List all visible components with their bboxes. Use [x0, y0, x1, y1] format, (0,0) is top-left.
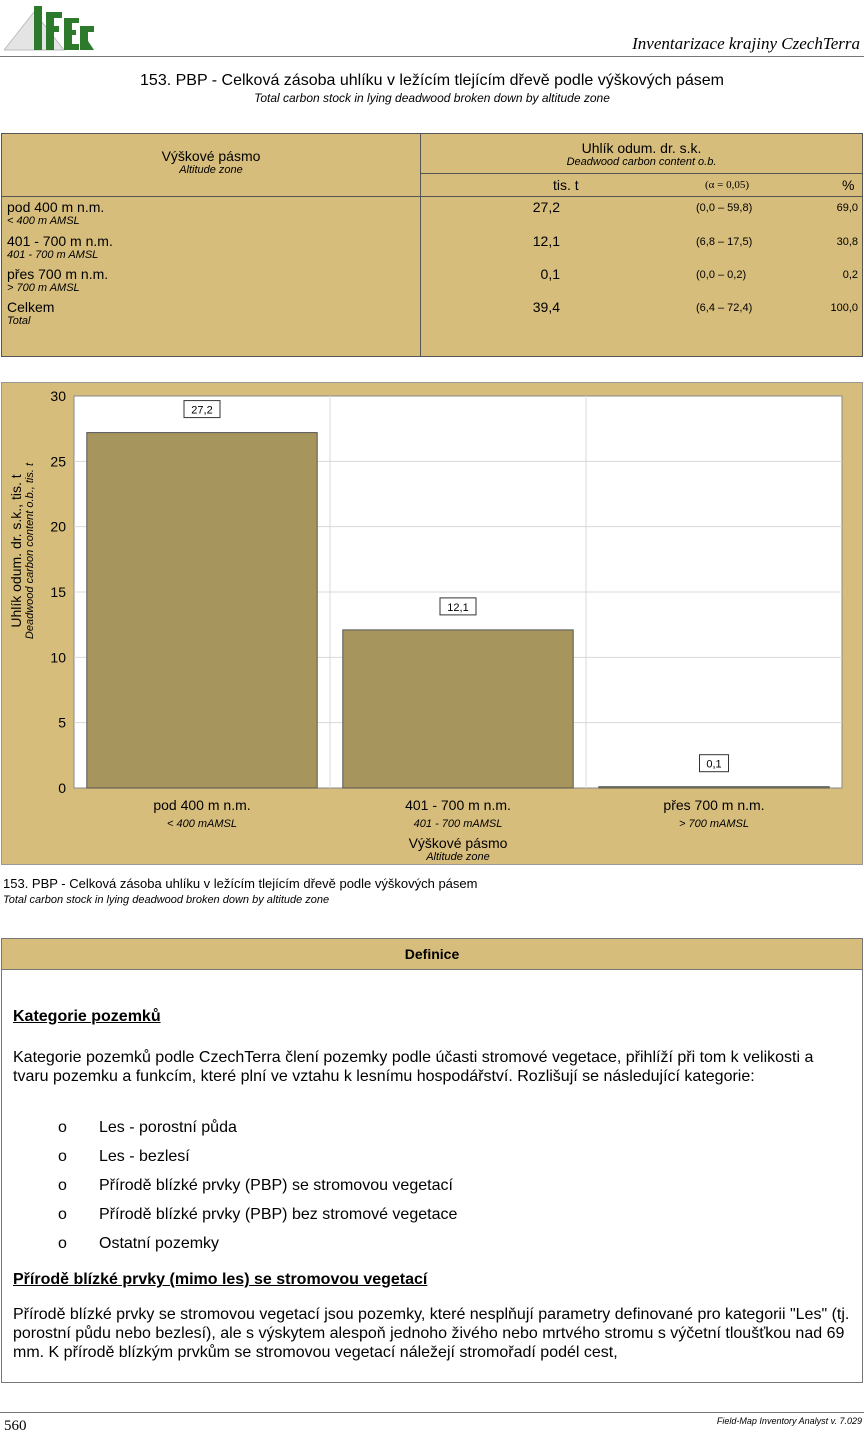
chart-svg: [2, 383, 862, 864]
bullet-marker: o: [58, 1177, 67, 1194]
header-divider: [0, 56, 864, 57]
bar: [599, 787, 829, 788]
data-label: 0,1: [706, 758, 722, 771]
y-axis-subtitle: Deadwood carbon content o.b., tis. t: [24, 462, 36, 640]
list-item-text: Přírodě blízké prvky (PBP) se stromovou vegetací: [99, 1177, 453, 1194]
bar: [87, 433, 317, 788]
definitions-header: [2, 939, 862, 970]
alpha-label: (α = 0,05): [705, 179, 750, 191]
row-sub: < 400 m AMSL: [7, 215, 80, 227]
row-value: 12,1: [532, 233, 560, 249]
table-row-total: [7, 299, 54, 327]
x-tick-label: 401 - 700 m n.m.: [405, 797, 511, 813]
doc-title: Inventarizace krajiny CzechTerra: [632, 34, 860, 53]
bullet-marker: o: [58, 1119, 67, 1136]
page-number: 560: [4, 1418, 27, 1434]
header-rule: [2, 196, 420, 197]
software-label: Field-Map Inventory Analyst v. 7.029: [716, 1416, 862, 1426]
col-altitude-label: Výškové pásmo: [161, 148, 261, 164]
bar-chart: [1, 382, 863, 865]
y-axis-title: Uhlík odum. dr. s.k., tis. t: [8, 474, 24, 628]
col-carbon-sub: Deadwood carbon content o.b.: [566, 156, 717, 168]
header-rule-right: [421, 196, 862, 197]
data-table: [1, 133, 863, 357]
row-label: 401 - 700 m n.m.: [7, 233, 113, 249]
bullet-marker: o: [58, 1148, 67, 1165]
x-tick-sublabel: < 400 mAMSL: [166, 818, 238, 830]
section-text: Kategorie pozemků podle CzechTerra člení pozemky podle účasti stromové vegetace, přihlíží při tom k velikosti a tvaru pozemku a funkcím, které plní ve vztahu k lesnímu hospodářství. Rozlišují se následující kategorie:: [13, 1049, 814, 1085]
row-value: 27,2: [532, 199, 560, 215]
x-axis-title: Výškové pásmo: [408, 835, 508, 851]
definitions-box: [1, 938, 863, 1383]
row-label: Celkem: [7, 299, 55, 315]
section-text: Přírodě blízké prvky se stromovou vegetací jsou pozemky, které nesplňují parametry definované pro kategorii "Les" (tj. porostní půdu nebo bezlesí), ale s výskytem alespoň jednoho živého nebo mrtvého stromu s výčetní tloušťkou nad 69 mm. K přírodě blízkým prvkům se stromovou vegetací náležejí stromořadí podél cest,: [13, 1306, 850, 1361]
ifer-logo-icon: [4, 2, 96, 52]
chart-caption-sub: Total carbon stock in lying deadwood broken down by altitude zone: [3, 894, 330, 906]
bar: [343, 630, 573, 788]
table-title: [0, 72, 864, 105]
bullet-marker: o: [58, 1206, 67, 1223]
table-row: [7, 199, 104, 227]
col-carbon-label: Uhlík odum. dr. s.k.: [581, 140, 702, 156]
row-pct: 30,8: [836, 236, 858, 248]
table-row: [7, 233, 113, 261]
table-title-sub: Total carbon stock in lying deadwood broken down by altitude zone: [254, 91, 610, 105]
list-item-text: Les - porostní půda: [99, 1119, 237, 1136]
row-ci: (6,8 – 17,5): [696, 236, 753, 248]
section-title: Kategorie pozemků: [13, 1008, 161, 1025]
footer-divider: [0, 1412, 864, 1413]
y-axis-label: [8, 421, 36, 681]
logo: [4, 2, 96, 52]
col-altitude-header: [2, 148, 420, 176]
list-item-text: Ostatní pozemky: [99, 1235, 220, 1252]
col-altitude-sub: Altitude zone: [179, 164, 243, 176]
table-row: [7, 266, 108, 294]
row-label: pod 400 m n.m.: [7, 199, 105, 215]
y-tick-label: 15: [50, 584, 66, 600]
section-title: Přírodě blízké prvky (mimo les) se stromovou vegetací: [13, 1271, 428, 1288]
row-pct: 0,2: [842, 269, 858, 281]
row-ci: (0,0 – 59,8): [696, 202, 753, 214]
row-pct: 100,0: [830, 302, 858, 314]
row-label: přes 700 m n.m.: [7, 266, 109, 282]
y-tick-label: 20: [50, 518, 66, 535]
list-item-text: Les - bezlesí: [99, 1148, 190, 1165]
row-sub: Total: [7, 315, 31, 327]
row-sub: > 700 m AMSL: [7, 282, 80, 294]
definitions-header-label: Definice: [404, 946, 460, 962]
pct-label: %: [842, 177, 855, 193]
y-tick-label: 25: [50, 453, 66, 470]
y-tick-label: 0: [58, 780, 66, 796]
x-axis-subtitle: Altitude zone: [426, 851, 490, 863]
x-tick-label: přes 700 m n.m.: [663, 797, 765, 813]
row-pct: 69,0: [836, 202, 858, 214]
y-tick-label: 30: [50, 388, 66, 404]
col-carbon-header: [421, 140, 862, 168]
x-axis-label: [74, 835, 842, 863]
data-label: 12,1: [447, 601, 469, 614]
x-tick-label: pod 400 m n.m.: [153, 797, 251, 813]
x-tick-sublabel: > 700 mAMSL: [678, 818, 750, 830]
row-value: 39,4: [532, 299, 560, 315]
x-tick-sublabel: 401 - 700 mAMSL: [413, 818, 503, 830]
table-title-main: 153. PBP - Celková zásoba uhlíku v ležícím tlejícím dřevě podle výškových pásem: [140, 72, 724, 89]
row-sub: 401 - 700 m AMSL: [7, 249, 99, 261]
row-ci: (0,0 – 0,2): [696, 269, 747, 281]
list-item-text: Přírodě blízké prvky (PBP) bez stromové vegetace: [99, 1206, 458, 1223]
y-tick-label: 5: [58, 714, 66, 731]
subheader-rule: [421, 173, 862, 174]
chart-caption-main: 153. PBP - Celková zásoba uhlíku v ležícím tlejícím dřevě podle výškových pásem: [3, 876, 478, 891]
row-value: 0,1: [540, 266, 560, 282]
data-label: 27,2: [191, 404, 213, 417]
row-ci: (6,4 – 72,4): [696, 302, 753, 314]
chart-caption: [3, 876, 477, 906]
y-tick-label: 10: [50, 649, 66, 666]
bullet-marker: o: [58, 1235, 67, 1252]
unit-label: tis. t: [553, 177, 579, 193]
